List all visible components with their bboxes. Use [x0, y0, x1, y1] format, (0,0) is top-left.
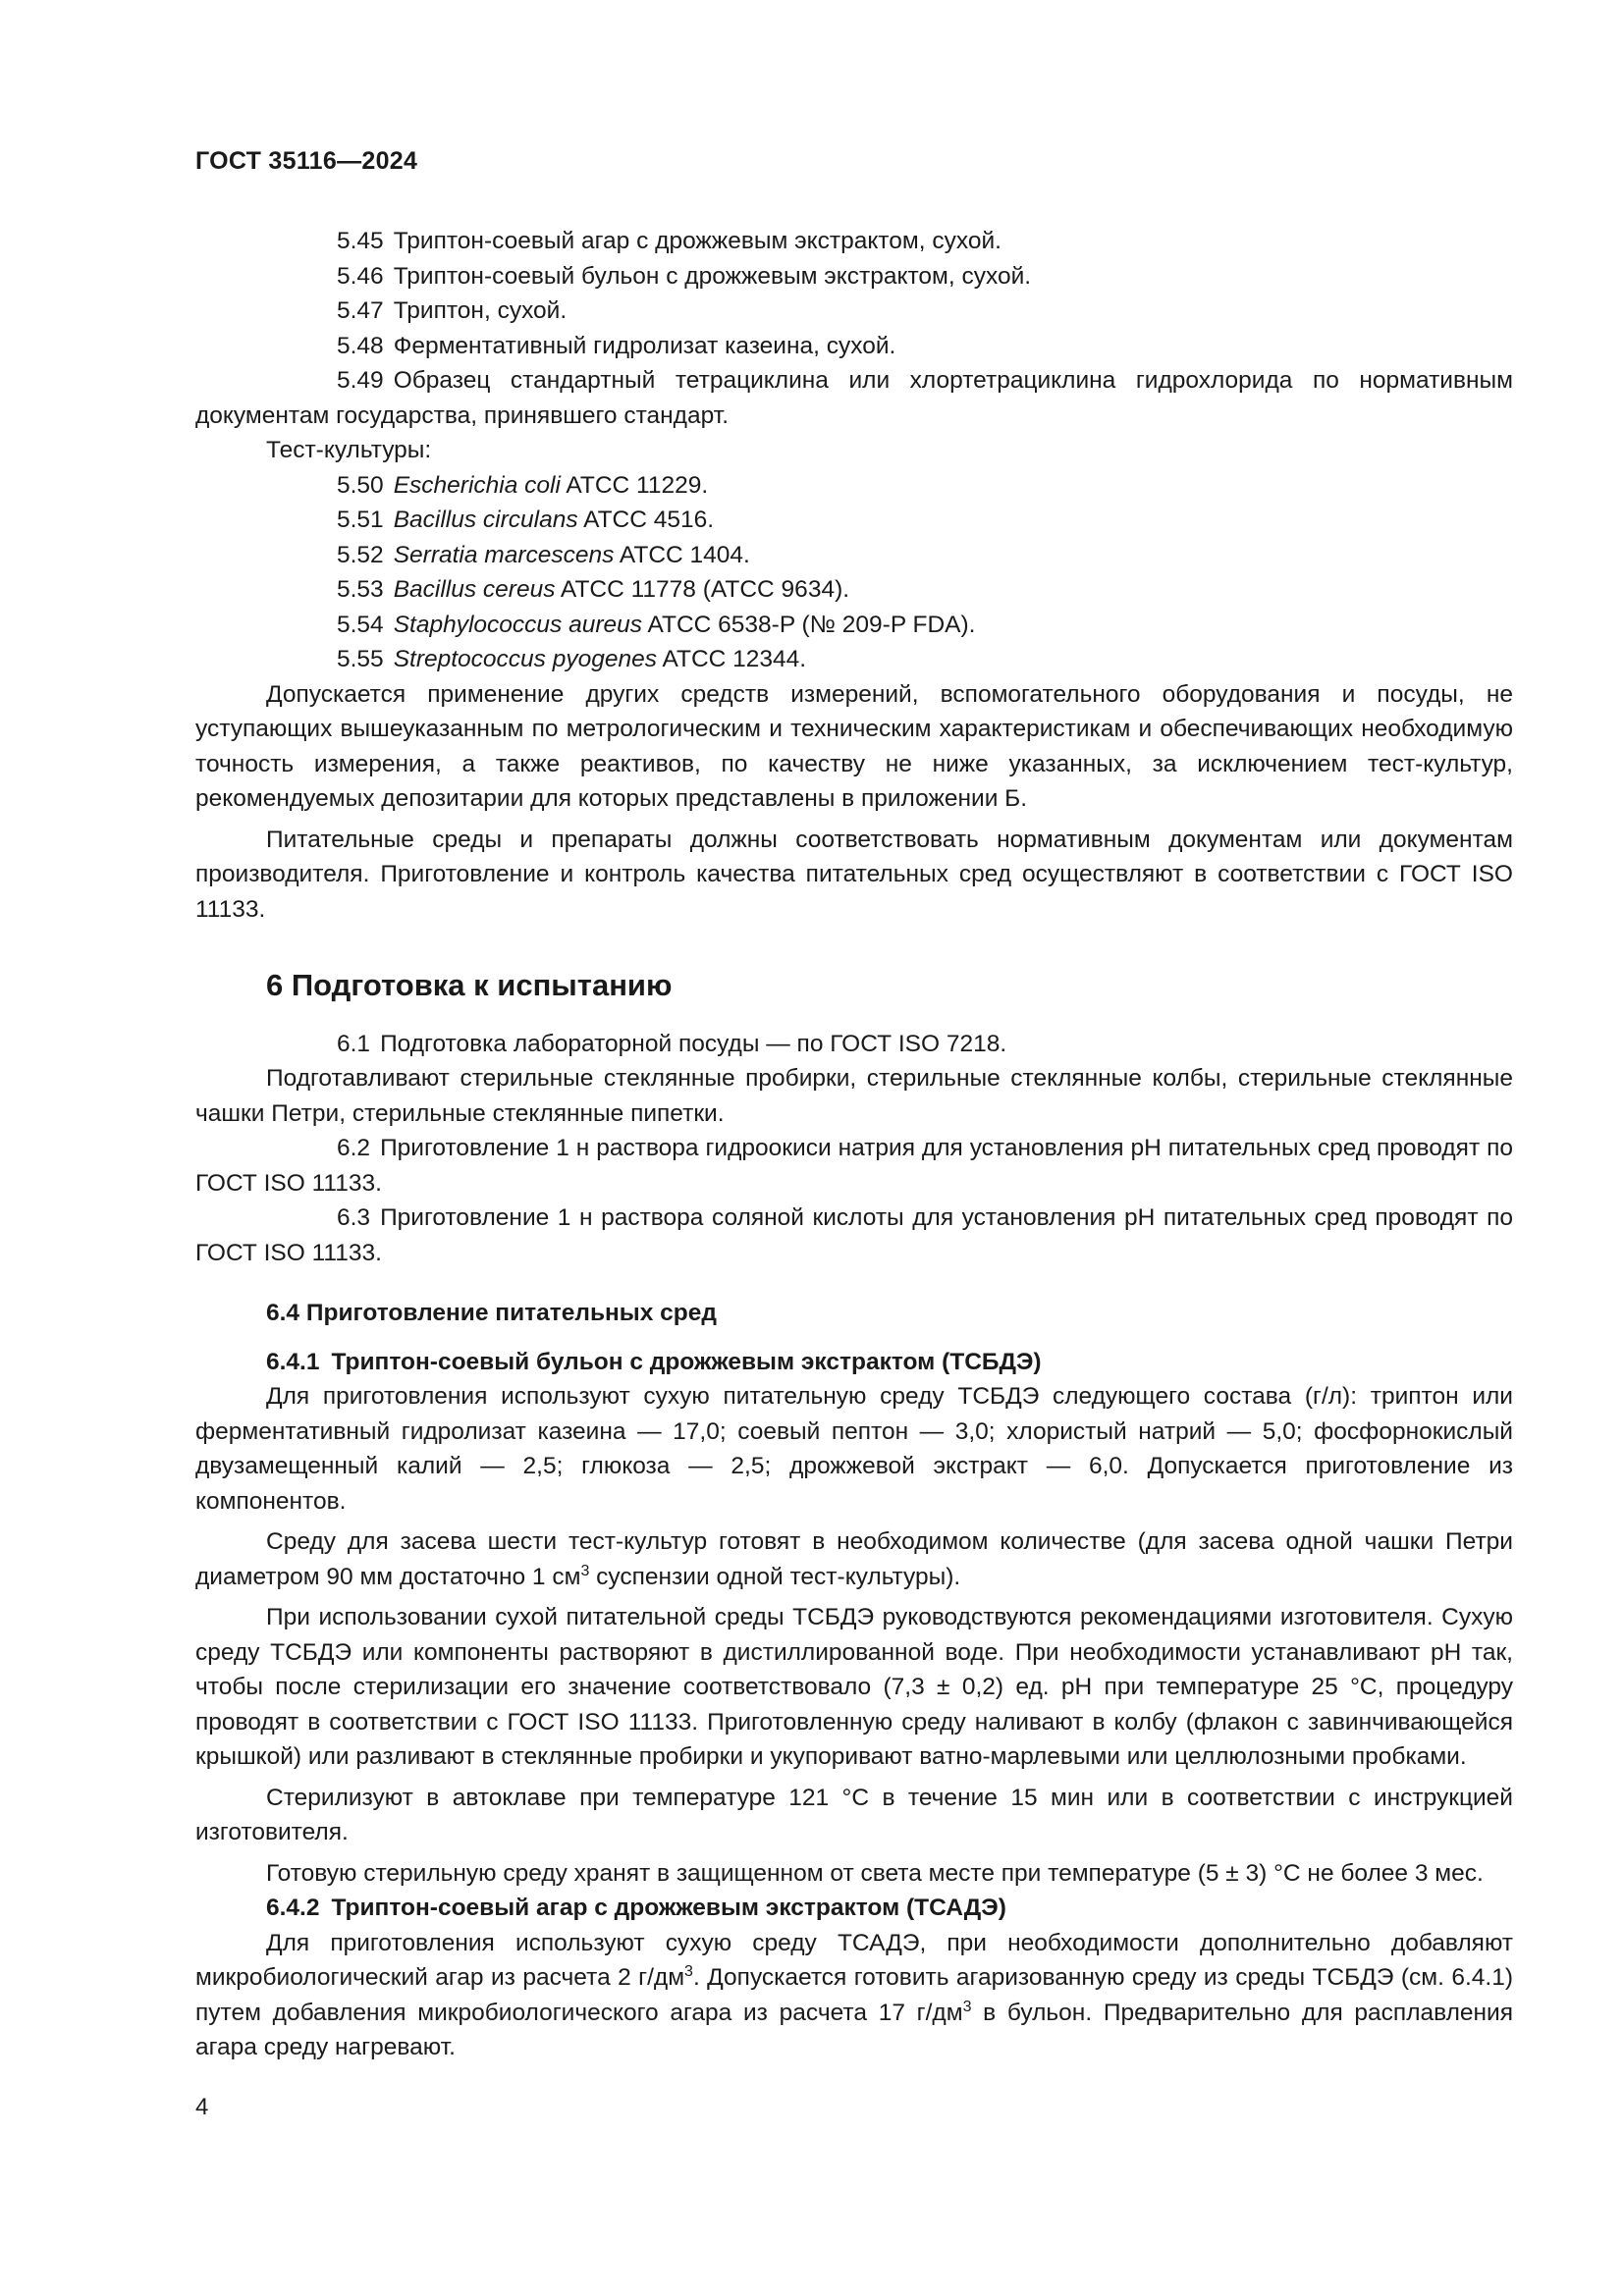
clause-number: 6.2 [337, 1135, 371, 1161]
item-text: Триптон, сухой. [393, 297, 568, 324]
clause-6-1 [195, 1027, 1513, 1062]
clause-title: Триптон-соевый агар с дрожжевым экстрактом (ТСАДЭ) [331, 1895, 1006, 1921]
clause-6-3 [195, 1201, 1513, 1270]
clause-number: 6.3 [337, 1204, 371, 1231]
clause-6-2 [195, 1131, 1513, 1201]
culture-item [195, 642, 1513, 677]
list-item [195, 224, 1513, 259]
section-6-title: 6 Подготовка к испытанию [266, 968, 673, 1002]
strain-code: ATCC 4516. [583, 507, 715, 533]
paragraph: Готовую стерильную среду хранят в защищенном от света месте при температуре (5 ± 3) °С не более 3 мес. [266, 1859, 1484, 1887]
strain-code: ATCC 12344. [662, 646, 807, 672]
document-body [195, 224, 1513, 2065]
superscript: 3 [962, 1998, 972, 2015]
item-number: 5.47 [337, 297, 384, 324]
item-number: 5.55 [337, 646, 384, 672]
list-item [195, 259, 1513, 294]
text-run: Среду для засева шести тест-культур готовят в необходимом количестве (для засева одной чашки Петри диаметром 90 мм достаточно 1 см [195, 1528, 1513, 1590]
culture-item [195, 468, 1513, 504]
superscript: 3 [580, 1562, 590, 1579]
text-run: суспензии одной тест-культуры). [589, 1563, 961, 1590]
item-text: Триптон-соевый бульон с дрожжевым экстрактом, сухой. [393, 262, 1032, 290]
species-name: Staphylococcus aureus [393, 611, 643, 638]
subsection-6-4-1-title [195, 1345, 1513, 1380]
item-number: 5.46 [337, 262, 384, 290]
culture-item [195, 538, 1513, 573]
item-number: 5.50 [337, 471, 384, 499]
paragraph: Подготавливают стерильные стеклянные пробирки, стерильные стеклянные колбы, стерильные стеклянные чашки Петри, стерильные стеклянные пипетки. [195, 1065, 1513, 1127]
paragraph [195, 1524, 1513, 1594]
clause-text: Приготовление 1 н раствора соляной кислоты для установления pH питательных сред проводят по ГОСТ ISO 11133. [195, 1204, 1513, 1266]
paragraph: Стерилизуют в автоклаве при температуре 121 °С в течение 15 мин или в соответствии с инструкцией изготовителя. [195, 1784, 1513, 1845]
paragraph: При использовании сухой питательной среды ТСБДЭ руководствуются рекомендациями изготовителя. Сухую среду ТСБДЭ или компоненты растворяют в дистиллированной воде. При необходимости устанавливают pH так, чтобы после стерилизации его значение соответствовало (7,3 ± 0,2) ед. pH при температуре 25 °С, процедуру проводят в соответствии с ГОСТ ISO 11133. Приготовленную среду наливают в колбу (флакон с завинчивающейся крышкой) или разливают в стеклянные пробирки и укупоривают ватно-марлевыми или целлюлозными пробками. [195, 1604, 1513, 1770]
item-text: Ферментативный гидролизат казеина, сухой. [393, 332, 896, 359]
text-run: в бульон. Предварительно для расплавления агара среду нагревают. [195, 1999, 1513, 2060]
strain-code: ATCC 1404. [619, 541, 750, 568]
species-name: Streptococcus pyogenes [393, 646, 657, 672]
clause-number: 6.1 [337, 1030, 371, 1057]
paragraph: Для приготовления используют сухую питательную среду ТСБДЭ следующего состава (г/л): триптон или ферментативный гидролизат казеина — 17,0; соевый пептон — 3,0; хлористый натрий — 5,0; фосфорнокислый двузамещенный калий — 2,5; глюкоза — 2,5; дрожжевой экстракт — 6,0. Допускается приготовление из компонентов. [195, 1383, 1513, 1515]
species-name: Bacillus cereus [393, 576, 556, 603]
clause-text: Подготовка лабораторной посуды — по ГОСТ ISO 7218. [380, 1030, 1007, 1057]
list-item [195, 329, 1513, 364]
item-number: 5.51 [337, 507, 384, 533]
item-text: Образец стандартный тетрациклина или хлортетрациклина гидрохлорида по нормативным документам государства, принявшего стандарт. [195, 367, 1513, 429]
paragraph-allowed-alternatives: Допускается применение других средств измерений, вспомогательного оборудования и посуды, не уступающих вышеуказанным по метрологическим и техническим характеристикам и обеспечивающих необходимую точность измерения, а также реактивов, по качеству не ниже указанных, за исключением тест-культур, рекомендуемых депозитарии для которых представлены в приложении Б. [195, 680, 1513, 812]
item-number: 5.45 [337, 228, 384, 254]
strain-code: ATCC 11778 (ATCC 9634). [560, 576, 850, 603]
subsection-6-4-2-title [195, 1891, 1513, 1926]
clause-title: Триптон-соевый бульон с дрожжевым экстрактом (ТСБДЭ) [331, 1348, 1042, 1375]
list-item [195, 363, 1513, 433]
culture-item [195, 503, 1513, 538]
list-item [195, 294, 1513, 329]
strain-code: ATCC 6538-P (№ 209-P FDA). [647, 611, 976, 638]
item-number: 5.52 [337, 541, 384, 568]
item-number: 5.49 [337, 367, 384, 394]
item-number: 5.53 [337, 576, 384, 603]
text-run: . Допускается готовить агаризованную среду из среды ТСБДЭ (см. 6.4.1) путем добавления микробиологического агара из расчета 17 г/дм [195, 1964, 1513, 2026]
species-name: Bacillus circulans [393, 507, 578, 533]
text-run: Для приготовления используют сухую среду ТСАДЭ, при необходимости дополнительно добавляют микробиологический агар из расчета 2 г/дм [195, 1929, 1513, 1991]
clause-number: 6.4.1 [266, 1348, 320, 1375]
species-name: Serratia marcescens [393, 541, 615, 568]
culture-item [195, 572, 1513, 608]
superscript: 3 [684, 1962, 693, 1980]
page-number: 4 [195, 2094, 209, 2120]
strain-code: ATCC 11229. [566, 471, 709, 499]
document-code-header: ГОСТ 35116—2024 [195, 147, 418, 175]
paragraph-media-requirements: Питательные среды и препараты должны соответствовать нормативным документам или документам производителя. Приготовление и контроль качества питательных сред осуществляют в соответствии с ГОСТ ISO 11133. [195, 826, 1513, 923]
item-number: 5.54 [337, 611, 384, 638]
clause-number: 6.4.2 [266, 1895, 320, 1921]
culture-item [195, 608, 1513, 643]
clause-text: Приготовление 1 н раствора гидроокиси натрия для установления pH питательных сред проводят по ГОСТ ISO 11133. [195, 1135, 1513, 1197]
subsection-6-4-title: 6.4 Приготовление питательных сред [266, 1300, 717, 1326]
paragraph [195, 1926, 1513, 2065]
test-cultures-heading: Тест-культуры: [266, 437, 432, 463]
item-text: Триптон-соевый агар с дрожжевым экстрактом, сухой. [393, 228, 1001, 254]
species-name: Escherichia coli [393, 471, 561, 499]
item-number: 5.48 [337, 332, 384, 359]
